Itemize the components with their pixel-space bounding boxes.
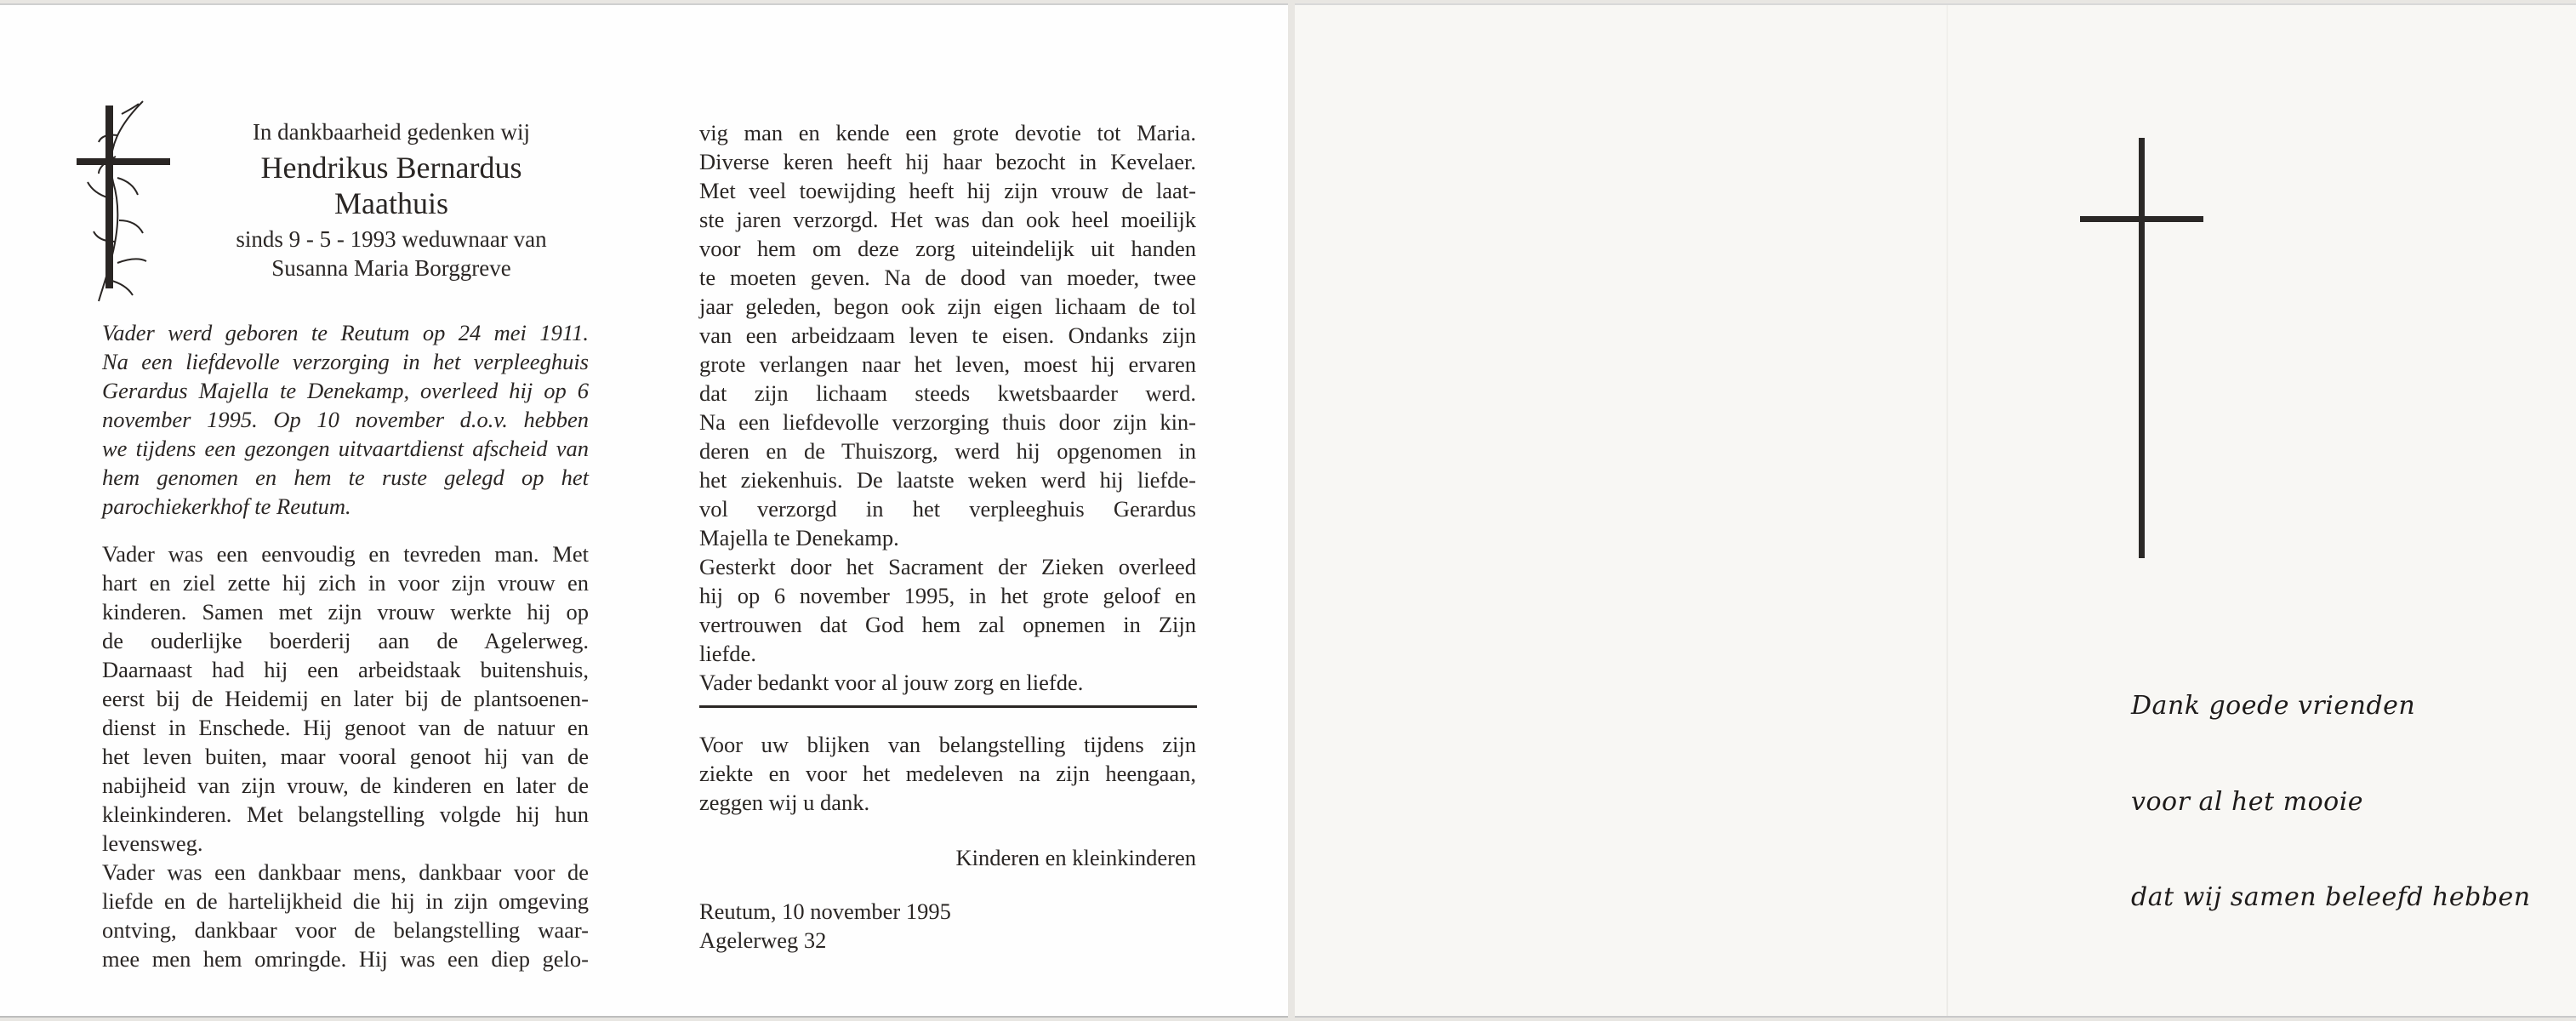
divider-line bbox=[699, 705, 1197, 708]
text-line: kinderen. Samen met zijn vrouw werkte hij op bbox=[102, 599, 589, 625]
cross-icon bbox=[2080, 138, 2203, 563]
deceased-name-line1: Hendrikus Bernardus bbox=[260, 151, 522, 185]
text-line: van een arbeidzaam leven te eisen. Ondanks zijn bbox=[699, 322, 1196, 348]
poem-line-2: voor al het mooie bbox=[2131, 787, 2364, 817]
memorial-card-inside bbox=[0, 3, 1288, 1018]
text-line: de ouderlijke boerderij aan de Agelerweg. bbox=[102, 628, 589, 653]
text-line: Gerardus Majella te Denekamp, overleed hij op 6 bbox=[102, 378, 589, 403]
text-line: liefde en de hartelijkheid die hij in zijn omgeving bbox=[102, 888, 589, 914]
text-line: te moeten geven. Na de dood van moeder, twee bbox=[699, 265, 1196, 290]
middle-column-text bbox=[699, 118, 1196, 697]
spouse-name: Susanna Maria Borggreve bbox=[271, 255, 511, 281]
text-line: dienst in Enschede. Hij genoot van de natuur en bbox=[102, 715, 589, 740]
text-line: nabijheid van zijn vrouw, de kinderen en later de bbox=[102, 773, 589, 798]
text-line: vertrouwen dat God hem zal opnemen in Zijn bbox=[699, 612, 1196, 637]
text-line: Vader was een eenvoudig en tevreden man. Met bbox=[102, 541, 589, 567]
text-line: Vader bedankt voor al jouw zorg en liefde. bbox=[699, 670, 1084, 695]
text-line: vig man en kende een grote devotie tot Maria. bbox=[699, 120, 1196, 145]
text-line: kleinkinderen. Met belangstelling volgde hij hun bbox=[102, 801, 589, 827]
text-line: deren en de Thuiszorg, werd hij opgenomen in bbox=[699, 438, 1196, 464]
text-line: Na een liefdevolle verzorging thuis door zijn kin- bbox=[699, 409, 1196, 435]
text-line: ontving, dankbaar voor de belangstelling waar- bbox=[102, 917, 589, 943]
widower-line: sinds 9 - 5 - 1993 weduwnaar van bbox=[236, 226, 547, 252]
text-line: ziekte en voor het medeleven na zijn heengaan, bbox=[699, 761, 1196, 786]
text-line: Vader was een dankbaar mens, dankbaar voor de bbox=[102, 859, 589, 885]
text-line: eerst bij de Heidemij en later bij de plantsoenen- bbox=[102, 686, 589, 711]
text-line: hart en ziel zette hij zich in voor zijn vrouw en bbox=[102, 570, 589, 596]
text-line: ste jaren verzorgd. Het was dan ook heel moeilijk bbox=[699, 207, 1196, 232]
text-line: Na een liefdevolle verzorging in het verpleeghuis bbox=[102, 349, 589, 374]
text-line: Vader werd geboren te Reutum op 24 mei 1911. bbox=[102, 320, 589, 345]
text-line: grote verlangen naar het leven, moest hij ervaren bbox=[699, 351, 1196, 377]
text-line: we tijdens een gezongen uitvaartdienst afscheid van bbox=[102, 436, 589, 461]
memorial-header bbox=[187, 117, 596, 282]
text-line: Gesterkt door het Sacrament der Zieken overleed bbox=[699, 554, 1196, 579]
text-line: hem genomen en hem te ruste gelegd op het bbox=[102, 465, 589, 490]
signature: Kinderen en kleinkinderen bbox=[955, 845, 1196, 870]
text-line: parochiekerkhof te Reutum. bbox=[102, 493, 351, 519]
card-fold bbox=[1946, 5, 1948, 1016]
biography-italic-paragraph bbox=[102, 318, 589, 521]
text-line: hij op 6 november 1995, in het grote geloof en bbox=[699, 583, 1196, 608]
cross-with-palm-branch-icon bbox=[75, 97, 185, 310]
text-line: zeggen wij u dank. bbox=[699, 790, 870, 815]
text-line: november 1995. Op 10 november d.o.v. hebben bbox=[102, 407, 589, 432]
memorial-card-outside bbox=[1295, 3, 2576, 1018]
text-line: liefde. bbox=[699, 641, 756, 666]
text-line: Daarnaast had hij een arbeidstaak buitenshuis, bbox=[102, 657, 589, 682]
text-line: Voor uw blijken van belangstelling tijdens zijn bbox=[699, 732, 1196, 757]
text-line: Majella te Denekamp. bbox=[699, 525, 899, 550]
text-line: dat zijn lichaam steeds kwetsbaarder werd. bbox=[699, 380, 1196, 406]
text-line: voor hem om deze zorg uiteindelijk uit handen bbox=[699, 236, 1196, 261]
text-line: Diverse keren heeft hij haar bezocht in Kevelaer. bbox=[699, 149, 1196, 174]
text-line: vol verzorgd in het verpleeghuis Gerardus bbox=[699, 496, 1196, 522]
text-line: mee men hem omringde. Hij was een diep gelo- bbox=[102, 946, 589, 972]
text-line: het leven buiten, maar vooral genoot hij van de bbox=[102, 744, 589, 769]
intro-line: In dankbaarheid gedenken wij bbox=[252, 119, 531, 145]
poem-line-3: dat wij samen beleefd hebben bbox=[2131, 882, 2531, 912]
text-line: Met veel toewijding heeft hij zijn vrouw de laat- bbox=[699, 178, 1196, 203]
text-line: levensweg. bbox=[102, 830, 203, 856]
text-line: jaar geleden, begon ook zijn eigen lichaam de tol bbox=[699, 294, 1196, 319]
thanks-paragraph bbox=[699, 730, 1196, 817]
text-line: het ziekenhuis. De laatste weken werd hij liefde- bbox=[699, 467, 1196, 493]
deceased-name-line2: Maathuis bbox=[334, 186, 448, 220]
left-column-text bbox=[102, 539, 589, 973]
place-date: Reutum, 10 november 1995 bbox=[699, 898, 951, 924]
poem-line-1: Dank goede vrienden bbox=[2131, 691, 2416, 721]
address: Agelerweg 32 bbox=[699, 927, 827, 953]
